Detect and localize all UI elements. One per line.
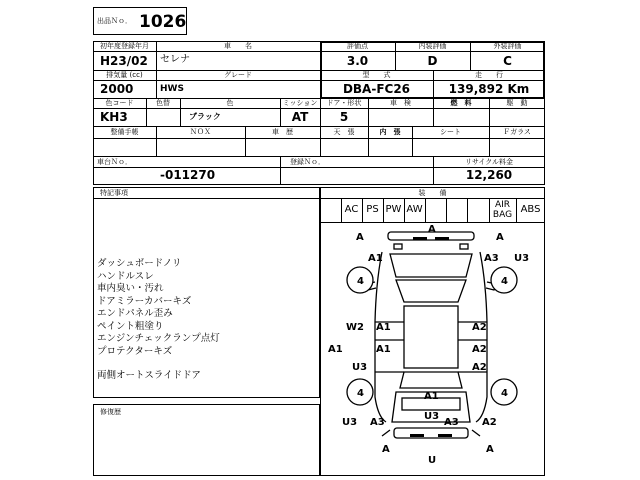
damage-code: A bbox=[356, 232, 364, 243]
mileage-value: 139,892 Km bbox=[448, 82, 530, 96]
doors-value: 5 bbox=[339, 110, 349, 124]
chassis-number-value: -011270 bbox=[160, 168, 216, 182]
score-label: 評価点 bbox=[347, 42, 368, 50]
displacement-value: 2000 bbox=[100, 82, 134, 96]
damage-code: A bbox=[496, 232, 504, 243]
note-line: ドアミラーカバーキズ bbox=[97, 295, 192, 307]
note-line: 車内臭い・汚れ bbox=[97, 283, 164, 294]
note-line: エンドパネル歪み bbox=[97, 308, 173, 319]
exterior-grade-label: 外装評価 bbox=[493, 42, 522, 50]
damage-code: A2 bbox=[472, 344, 487, 355]
note-line: ハンドルスレ bbox=[97, 270, 154, 282]
interior-grade-label: 内装評価 bbox=[418, 42, 447, 50]
front-glass-label: Ｆガラス bbox=[503, 128, 531, 136]
damage-code: A1 bbox=[424, 391, 439, 402]
equipment-label: 装 備 bbox=[418, 189, 447, 197]
recycle-fee-label: リサイクル料金 bbox=[464, 158, 514, 166]
interior-grade-value: D bbox=[427, 54, 438, 68]
damage-code: A bbox=[486, 444, 494, 455]
color-change-label: 色替 bbox=[156, 99, 170, 107]
color-code-value: KH3 bbox=[100, 110, 128, 124]
damage-code: 4 bbox=[501, 388, 508, 399]
repair-history-label: 修復歴 bbox=[100, 408, 121, 416]
note-line: プロテクターキズ bbox=[97, 345, 173, 357]
damage-code: A2 bbox=[472, 322, 487, 333]
chassis-number-label: 車台Ｎｏ． bbox=[97, 158, 132, 166]
damage-code: U3 bbox=[424, 411, 440, 422]
damage-code: A3 bbox=[444, 417, 459, 428]
lot-number: 1026 bbox=[139, 12, 187, 32]
equipment-aw: AW bbox=[406, 204, 423, 215]
equipment-airbag: AIR BAG bbox=[492, 200, 513, 220]
grade-value: HWS bbox=[160, 84, 184, 94]
lot-number-label: 出品Ｎｏ． bbox=[97, 17, 132, 25]
car-damage-diagram bbox=[320, 222, 545, 476]
damage-code: 4 bbox=[501, 276, 508, 287]
vehicle-history-label: 車 歴 bbox=[272, 128, 293, 136]
damage-code: A1 bbox=[376, 322, 391, 333]
registration-value: H23/02 bbox=[100, 54, 148, 68]
grade-label: グレード bbox=[224, 71, 252, 79]
score-value: 3.0 bbox=[346, 54, 369, 68]
exterior-grade-value: C bbox=[503, 54, 512, 68]
car-name-value: セレナ bbox=[160, 54, 190, 65]
damage-code: A3 bbox=[370, 417, 385, 428]
nox-label: ＮＯＸ bbox=[190, 128, 211, 136]
note-line: エンジンチェックランプ点灯 bbox=[97, 333, 220, 344]
model-label: 型 式 bbox=[362, 71, 391, 79]
registration-number-label: 登録Ｎｏ． bbox=[290, 158, 325, 166]
damage-code: A1 bbox=[368, 253, 383, 264]
maintenance-log-label: 整備手帳 bbox=[110, 128, 139, 136]
equipment-pw: PW bbox=[385, 204, 402, 215]
displacement-label: 排気量 (cc) bbox=[106, 71, 143, 79]
color-code-label: 色コード bbox=[105, 99, 134, 107]
recycle-fee-value: 12,260 bbox=[465, 168, 513, 182]
damage-code: A3 bbox=[484, 253, 499, 264]
damage-code: U3 bbox=[514, 253, 530, 264]
notes-label: 特記事項 bbox=[100, 189, 128, 197]
damage-code: U3 bbox=[352, 362, 368, 373]
damage-code: 4 bbox=[357, 388, 364, 399]
damage-code: A2 bbox=[482, 417, 497, 428]
model-value: DBA-FC26 bbox=[342, 82, 411, 96]
note-line: 両側オートスライドドア bbox=[97, 370, 201, 381]
fuel-label: 燃 料 bbox=[450, 99, 472, 107]
inspection-label: 車 検 bbox=[390, 99, 411, 107]
doors-label: ドア・形状 bbox=[326, 99, 362, 107]
damage-code: W2 bbox=[346, 322, 364, 333]
damage-code: A bbox=[382, 444, 390, 455]
damage-code: U3 bbox=[342, 417, 358, 428]
note-line bbox=[97, 358, 220, 370]
equipment-ac: AC bbox=[344, 204, 359, 215]
repair-history-box bbox=[93, 404, 320, 476]
damage-code: A2 bbox=[472, 362, 487, 373]
equipment-ps: PS bbox=[366, 204, 379, 215]
transmission-value: AT bbox=[291, 110, 309, 124]
seat-label: シート bbox=[440, 128, 461, 136]
damage-code: A bbox=[428, 224, 436, 235]
color-value: ブラック bbox=[189, 112, 221, 121]
damage-code: U bbox=[428, 455, 437, 466]
mileage-label: 走 行 bbox=[475, 71, 503, 79]
sunroof-label: 天 張 bbox=[333, 128, 355, 136]
transmission-label: ミッション bbox=[282, 99, 318, 107]
interior-upholstery-label: 内 張 bbox=[379, 128, 401, 136]
note-line: ダッシュボードノリ bbox=[97, 258, 182, 269]
color-label: 色 bbox=[226, 99, 234, 107]
notes-text bbox=[97, 258, 220, 383]
equipment-abs: ABS bbox=[520, 204, 541, 215]
car-name-label: 車 名 bbox=[224, 42, 252, 50]
damage-code: A1 bbox=[376, 344, 391, 355]
lot-number-box bbox=[93, 7, 187, 35]
registration-label: 初年度登録年月 bbox=[100, 42, 149, 50]
note-line: ペイント粗塗り bbox=[97, 320, 164, 332]
damage-code: A1 bbox=[328, 344, 343, 355]
damage-code: 4 bbox=[357, 276, 364, 287]
drive-label: 駆 動 bbox=[506, 99, 528, 107]
